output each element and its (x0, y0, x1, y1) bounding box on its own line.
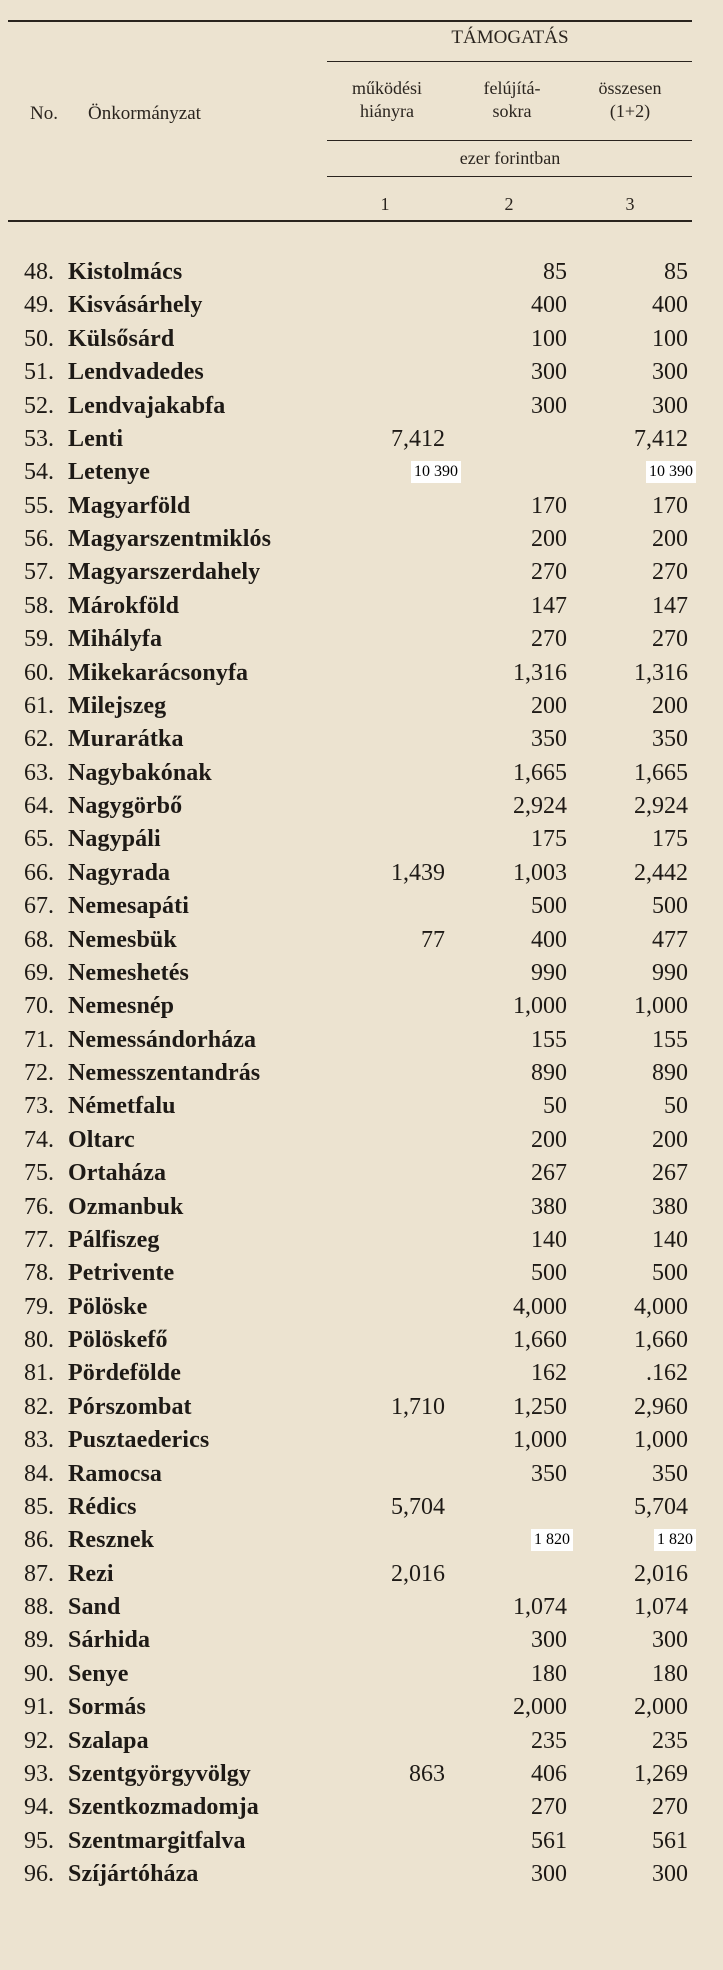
row-number: 79. (24, 1293, 54, 1320)
renovation-value: 300 (531, 1627, 567, 1654)
total-value: 1,269 (634, 1760, 688, 1787)
total-value: 140 (652, 1226, 688, 1253)
unit-bottom-rule (327, 176, 692, 177)
col1-header-line2: hiányra (360, 101, 414, 121)
row-number: 87. (24, 1560, 54, 1587)
row-number: 70. (24, 993, 54, 1020)
row-number: 78. (24, 1260, 54, 1287)
renovation-value: 990 (531, 959, 567, 986)
row-number: 62. (24, 726, 54, 753)
row-number: 48. (24, 259, 54, 285)
total-value: 1,665 (634, 759, 688, 786)
renovation-value: 1,074 (513, 1594, 567, 1620)
renovation-value: 1,003 (513, 859, 567, 886)
unit-label: ezer forintban (459, 148, 561, 168)
table-row (0, 490, 723, 523)
table-row (0, 924, 723, 957)
table-row (0, 1391, 723, 1424)
total-value: 267 (652, 1160, 688, 1187)
table-row (0, 1191, 723, 1224)
total-value: 890 (652, 1060, 688, 1086)
table-row (0, 1791, 723, 1824)
renovation-value: 140 (531, 1226, 567, 1253)
row-number: 58. (24, 592, 54, 619)
total-value: 4,000 (634, 1293, 688, 1320)
municipality-name: Rédics (68, 1493, 137, 1520)
total-value: 200 (652, 526, 688, 552)
row-number: 52. (24, 392, 54, 419)
municipality-name: Letenye (68, 459, 151, 486)
row-number: 55. (24, 492, 54, 519)
table-row (0, 289, 723, 322)
municipality-name: Oltarc (68, 1126, 135, 1153)
renovation-value: 561 (531, 1827, 567, 1854)
total-value: 500 (652, 1260, 688, 1287)
row-number: 54. (24, 459, 54, 486)
row-number: 91. (24, 1694, 54, 1721)
row-number: 83. (24, 1427, 54, 1454)
row-number: 59. (24, 626, 54, 653)
row-number: 94. (24, 1794, 54, 1821)
total-value: 990 (652, 959, 688, 986)
renovation-value: 300 (531, 359, 567, 386)
total-value: 350 (652, 726, 688, 753)
municipality-name: Márokföld (68, 592, 180, 619)
municipality-name: Nagyrada (68, 859, 171, 886)
total-value: 380 (652, 1193, 688, 1220)
total-value: 477 (652, 926, 688, 953)
table-row (0, 1458, 723, 1491)
table-row (0, 1057, 723, 1090)
municipality-name: Nemesapáti (68, 893, 189, 920)
municipality-name: Sormás (68, 1694, 146, 1721)
row-number: 64. (24, 793, 54, 819)
municipality-name: Nagybakónak (68, 759, 212, 786)
total-value: 2,960 (634, 1393, 688, 1420)
renovation-value: 270 (531, 559, 567, 586)
municipality-name: Resznek (68, 1527, 155, 1554)
total-value: 155 (652, 1026, 688, 1053)
total-value: 270 (652, 559, 688, 586)
renovation-value: 400 (531, 926, 567, 953)
municipality-name: Szentgyörgyvölgy (68, 1760, 251, 1787)
row-number: 80. (24, 1327, 54, 1353)
table-row (0, 857, 723, 890)
table-row (0, 1324, 723, 1357)
total-value: 350 (652, 1460, 688, 1487)
municipality-name: Mikekarácsonyfa (68, 659, 249, 686)
table-row (0, 590, 723, 623)
renovation-value: 1,000 (513, 1427, 567, 1454)
renovation-value: 4,000 (513, 1293, 567, 1320)
total-value: 1,316 (634, 659, 688, 686)
total-value: 1,000 (634, 993, 688, 1020)
total-value: 1 820 (654, 1529, 696, 1551)
renovation-value: 170 (531, 492, 567, 519)
total-value: 100 (652, 325, 688, 352)
total-value: .162 (646, 1360, 688, 1387)
total-value: 200 (652, 692, 688, 719)
support-rule (327, 61, 692, 62)
municipality-name: Ortaháza (68, 1160, 167, 1187)
renovation-value: 500 (531, 1260, 567, 1287)
table-row (0, 1024, 723, 1057)
table-row (0, 1291, 723, 1324)
total-value: 300 (652, 359, 688, 386)
municipality-name: Szentmargitfalva (68, 1827, 246, 1854)
renovation-value: 890 (531, 1060, 567, 1086)
total-value: 561 (652, 1827, 688, 1854)
table-row (0, 1524, 723, 1557)
col2-number: 2 (504, 194, 514, 214)
row-number: 65. (24, 826, 54, 853)
municipality-name: Magyarföld (68, 492, 191, 519)
municipality-name: Szalapa (68, 1727, 149, 1754)
total-value: 2,442 (634, 859, 688, 886)
row-number: 57. (24, 559, 54, 586)
row-number: 74. (24, 1126, 54, 1153)
total-value: 175 (652, 826, 688, 853)
row-number: 95. (24, 1827, 54, 1854)
row-number: 86. (24, 1527, 54, 1554)
municipality-label: Önkormányzat (88, 103, 201, 124)
renovation-value: 180 (531, 1660, 567, 1687)
municipality-name: Ozmanbuk (68, 1193, 184, 1220)
row-number: 61. (24, 692, 54, 719)
table-row (0, 1090, 723, 1123)
municipality-name: Nemessándorháza (68, 1026, 257, 1053)
table-row (0, 1658, 723, 1691)
municipality-name: Pusztaederics (68, 1427, 210, 1454)
support-title: TÁMOGATÁS (451, 27, 569, 48)
renovation-value: 155 (531, 1026, 567, 1053)
col3-header-line2: (1+2) (609, 101, 651, 121)
table-row (0, 1491, 723, 1524)
row-number: 88. (24, 1594, 54, 1620)
table-row (0, 1157, 723, 1190)
total-value: 235 (652, 1727, 688, 1754)
table-row (0, 1424, 723, 1457)
row-number: 56. (24, 526, 54, 552)
table-row (0, 523, 723, 556)
table-row (0, 1591, 723, 1624)
renovation-value: 1,665 (513, 759, 567, 786)
total-value: 300 (652, 1627, 688, 1654)
total-value: 500 (652, 893, 688, 920)
table-row (0, 990, 723, 1023)
table-row (0, 1357, 723, 1390)
renovation-value: 50 (543, 1093, 567, 1120)
municipality-name: Nagygörbő (68, 793, 183, 819)
table-row (0, 1825, 723, 1858)
municipality-name: Külsősárd (68, 325, 175, 352)
renovation-value: 235 (531, 1727, 567, 1754)
row-number: 51. (24, 359, 54, 386)
municipality-name: Petrivente (68, 1260, 175, 1287)
municipality-name: Milejszeg (68, 692, 167, 719)
operating-deficit-value: 1,710 (391, 1393, 445, 1420)
table-row (0, 1758, 723, 1791)
table-row (0, 1257, 723, 1290)
operating-deficit-value: 1,439 (391, 859, 445, 886)
renovation-value: 350 (531, 726, 567, 753)
row-number: 72. (24, 1060, 54, 1086)
renovation-value: 100 (531, 325, 567, 352)
table-row (0, 957, 723, 990)
table-row (0, 456, 723, 489)
table-row (0, 323, 723, 356)
municipality-name: Nemesnép (68, 993, 175, 1020)
total-value: 2,924 (634, 793, 688, 819)
renovation-value: 400 (531, 292, 567, 319)
table-row (0, 1124, 723, 1157)
table-row (0, 423, 723, 456)
renovation-value: 147 (531, 592, 567, 619)
total-value: 270 (652, 1794, 688, 1821)
table-row (0, 390, 723, 423)
municipality-name: Szíjártóháza (68, 1861, 199, 1887)
total-value: 1,074 (634, 1594, 688, 1620)
total-value: 1,000 (634, 1427, 688, 1454)
municipality-name: Senye (68, 1660, 129, 1687)
total-value: 147 (652, 592, 688, 619)
renovation-value: 2,000 (513, 1694, 567, 1721)
municipality-name: Kistolmács (68, 259, 183, 285)
renovation-value: 85 (543, 259, 567, 285)
municipality-name: Mihályfa (68, 626, 163, 653)
table-row (0, 1725, 723, 1758)
row-number: 96. (24, 1861, 54, 1887)
table-row (0, 256, 723, 289)
municipality-name: Magyarszentmiklós (68, 526, 272, 552)
municipality-name: Murarátka (68, 726, 184, 753)
municipality-name: Nagypáli (68, 826, 161, 853)
col2-header-line1: felújítá- (483, 78, 541, 98)
municipality-name: Ramocsa (68, 1460, 163, 1487)
municipality-name: Pölöske (68, 1293, 148, 1320)
no-label: No. (30, 103, 58, 124)
row-number: 90. (24, 1660, 54, 1687)
municipality-name: Rezi (68, 1560, 114, 1587)
col2-header-line2: sokra (492, 101, 532, 121)
renovation-value: 162 (531, 1360, 567, 1387)
table-row (0, 790, 723, 823)
row-number: 84. (24, 1460, 54, 1487)
total-value: 200 (652, 1126, 688, 1153)
col3-header-line1: összesen (598, 78, 662, 98)
row-number: 68. (24, 926, 54, 953)
table-row (0, 757, 723, 790)
row-number: 60. (24, 659, 54, 686)
table-row (0, 356, 723, 389)
row-number: 63. (24, 759, 54, 786)
total-value: 270 (652, 626, 688, 653)
header-bottom-rule (8, 220, 692, 222)
row-number: 81. (24, 1360, 54, 1387)
renovation-value: 1,250 (513, 1393, 567, 1420)
municipality-name: Pórszombat (68, 1393, 192, 1420)
table-row (0, 623, 723, 656)
total-value: 7,412 (634, 425, 688, 452)
total-value: 5,704 (634, 1493, 688, 1520)
row-number: 49. (24, 292, 54, 319)
col1-header-line1: működési (352, 78, 422, 98)
total-value: 300 (652, 392, 688, 419)
total-value: 300 (652, 1861, 688, 1887)
row-number: 53. (24, 425, 54, 452)
row-number: 92. (24, 1727, 54, 1754)
municipality-name: Pölöskefő (68, 1327, 168, 1353)
operating-deficit-value: 10 390 (411, 461, 461, 483)
renovation-value: 500 (531, 893, 567, 920)
total-value: 170 (652, 492, 688, 519)
renovation-value: 270 (531, 1794, 567, 1821)
municipality-name: Szentkozmadomja (68, 1794, 259, 1821)
total-value: 10 390 (646, 461, 696, 483)
municipality-name: Nemesszentandrás (68, 1060, 261, 1086)
renovation-value: 200 (531, 526, 567, 552)
renovation-value: 406 (531, 1760, 567, 1787)
renovation-value: 2,924 (513, 793, 567, 819)
row-number: 71. (24, 1026, 54, 1053)
row-number: 93. (24, 1760, 54, 1787)
row-number: 85. (24, 1493, 54, 1520)
renovation-value: 1 820 (531, 1529, 573, 1551)
table-row (0, 1624, 723, 1657)
municipality-name: Kisvásárhely (68, 292, 203, 319)
total-value: 50 (664, 1093, 688, 1120)
operating-deficit-value: 2,016 (391, 1560, 445, 1587)
operating-deficit-value: 5,704 (391, 1493, 445, 1520)
total-value: 400 (652, 292, 688, 319)
table-row (0, 823, 723, 856)
renovation-value: 1,316 (513, 659, 567, 686)
municipality-name: Magyarszerdahely (68, 559, 261, 586)
municipality-name: Lendvadedes (68, 359, 204, 386)
row-number: 75. (24, 1160, 54, 1187)
operating-deficit-value: 77 (421, 926, 445, 953)
row-number: 77. (24, 1226, 54, 1253)
table-row (0, 556, 723, 589)
renovation-value: 200 (531, 692, 567, 719)
renovation-value: 1,000 (513, 993, 567, 1020)
row-number: 82. (24, 1393, 54, 1420)
table-row (0, 690, 723, 723)
municipality-name: Lendvajakabfa (68, 392, 226, 419)
table-row (0, 1691, 723, 1724)
col1-number: 1 (380, 194, 390, 214)
table-row (0, 1224, 723, 1257)
renovation-value: 350 (531, 1460, 567, 1487)
row-number: 67. (24, 893, 54, 920)
row-number: 50. (24, 325, 54, 352)
renovation-value: 300 (531, 392, 567, 419)
total-value: 2,016 (634, 1560, 688, 1587)
municipality-name: Pálfiszeg (68, 1226, 160, 1253)
table-row (0, 1558, 723, 1591)
total-value: 85 (664, 259, 688, 285)
renovation-value: 300 (531, 1861, 567, 1887)
total-value: 1,660 (634, 1327, 688, 1353)
table-row (0, 657, 723, 690)
municipality-name: Sand (68, 1594, 121, 1620)
municipality-name: Nemeshetés (68, 959, 189, 986)
municipality-name: Sárhida (68, 1627, 151, 1654)
renovation-value: 380 (531, 1193, 567, 1220)
row-number: 76. (24, 1193, 54, 1220)
top-rule (8, 20, 692, 22)
row-number: 66. (24, 859, 54, 886)
municipality-name: Lenti (68, 425, 124, 452)
municipality-name: Nemesbük (68, 926, 177, 953)
renovation-value: 267 (531, 1160, 567, 1187)
row-number: 69. (24, 959, 54, 986)
row-number: 73. (24, 1093, 54, 1120)
municipality-name: Pördefölde (68, 1360, 181, 1387)
row-number: 89. (24, 1627, 54, 1654)
operating-deficit-value: 863 (409, 1760, 445, 1787)
renovation-value: 1,660 (513, 1327, 567, 1353)
unit-top-rule (327, 140, 692, 141)
table-row (0, 890, 723, 923)
total-value: 2,000 (634, 1694, 688, 1721)
renovation-value: 175 (531, 826, 567, 853)
municipality-name: Németfalu (68, 1093, 176, 1120)
table-row (0, 723, 723, 756)
operating-deficit-value: 7,412 (391, 425, 445, 452)
col3-number: 3 (625, 194, 635, 214)
renovation-value: 270 (531, 626, 567, 653)
renovation-value: 200 (531, 1126, 567, 1153)
table-row (0, 1858, 723, 1891)
total-value: 180 (652, 1660, 688, 1687)
